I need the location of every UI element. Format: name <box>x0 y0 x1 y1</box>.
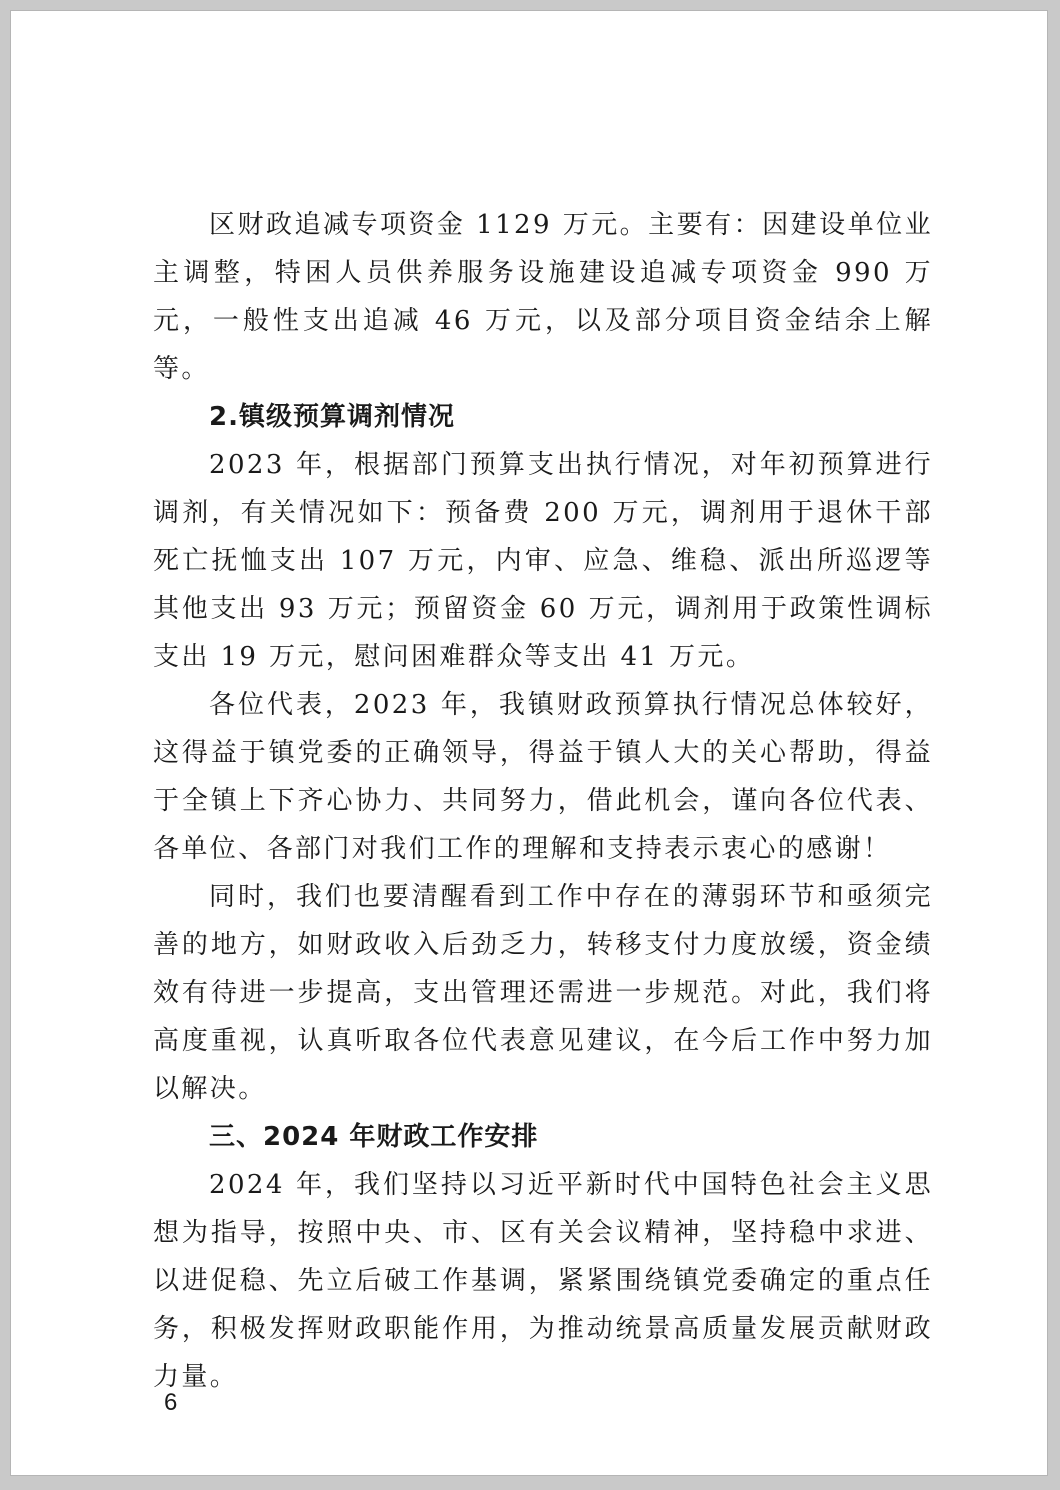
section-heading-town-budget-adjustment: 2.镇级预算调剂情况 <box>209 402 455 432</box>
paragraph-weaknesses: 同时，我们也要清醒看到工作中存在的薄弱环节和亟须完善的地方，如财政收入后劲乏力，转移支付力度放缓，资金绩效有待进一步提高，支出管理还需进一步规范。对此，我们将高度重视，认真听取各位代表意见建议，在今后工作中努力加以解决。 <box>153 882 933 1104</box>
paragraph-special-funds: 区财政追减专项资金 1129 万元。主要有：因建设单位业主调整，特困人员供养服务设施建设追减专项资金 990 万元，一般性支出追减 46 万元，以及部分项目资金结余上解等。 <box>153 210 933 384</box>
document-body <box>153 201 933 1401</box>
section-heading-2024-arrangements: 三、2024 年财政工作安排 <box>209 1122 539 1152</box>
paragraph-budget-adjustment: 2023 年，根据部门预算支出执行情况，对年初预算进行调剂，有关情况如下：预备费 200 万元，调剂用于退休干部死亡抚恤支出 107 万元，内审、应急、维稳、派出所巡逻等其他支出 93 万元；预留资金 60 万元，调剂用于政策性调标支出 19 万元，慰问困难群众等支出 41 万元。 <box>153 450 933 672</box>
page-number: 6 <box>164 1389 178 1416</box>
paragraph-2024-guidance: 2024 年，我们坚持以习近平新时代中国特色社会主义思想为指导，按照中央、市、区有关会议精神，坚持稳中求进、以进促稳、先立后破工作基调，紧紧围绕镇党委确定的重点任务，积极发挥财政职能作用，为推动统景高质量发展贡献财政力量。 <box>153 1170 933 1392</box>
paragraph-acknowledgement: 各位代表，2023 年，我镇财政预算执行情况总体较好，这得益于镇党委的正确领导，得益于镇人大的关心帮助，得益于全镇上下齐心协力、共同努力，借此机会，谨向各位代表、各单位、各部门对我们工作的理解和支持表示衷心的感谢！ <box>153 690 933 864</box>
document-page <box>10 10 1048 1476</box>
